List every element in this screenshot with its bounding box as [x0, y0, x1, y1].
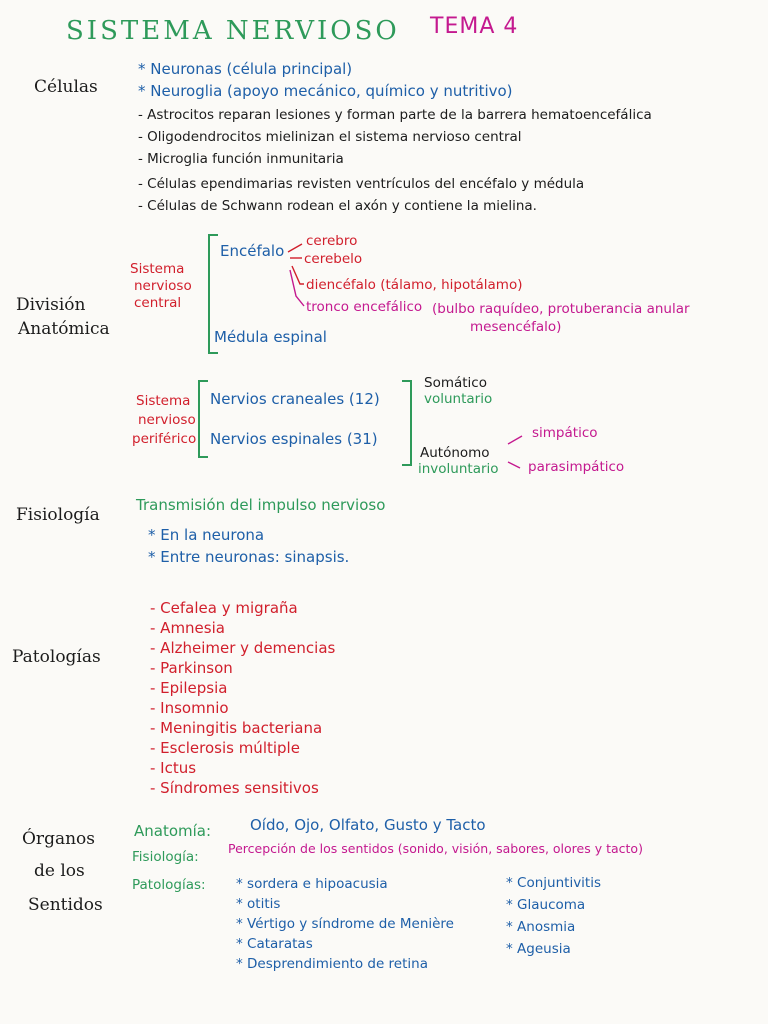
snc-label-2: nervioso	[134, 278, 192, 294]
list-item: - Amnesia	[150, 619, 225, 637]
section-heading-organos-2: de los	[34, 861, 85, 881]
list-item: * Desprendimiento de retina	[236, 956, 428, 972]
snp-bracket-left	[198, 380, 208, 458]
snp-label-1: Sistema	[136, 393, 191, 409]
snp-label-2: nervioso	[138, 412, 196, 428]
list-item: - Astrocitos reparan lesiones y forman parte de la barrera hematoencefálica	[138, 107, 652, 123]
section-heading-division-1: División	[16, 295, 86, 315]
list-item: * otitis	[236, 896, 281, 912]
snc-label-1: Sistema	[130, 261, 185, 277]
list-item: * Vértigo y síndrome de Menière	[236, 916, 454, 932]
snc-label-3: central	[134, 295, 182, 311]
list-item: - Cefalea y migraña	[150, 599, 298, 617]
list-item: * Ageusia	[506, 941, 571, 957]
list-item: - Células ependimarias revisten ventrículos del encéfalo y médula	[138, 176, 585, 192]
section-heading-fisiologia: Fisiología	[16, 505, 100, 525]
nervios-craneales: Nervios craneales (12)	[210, 390, 380, 408]
voluntario-label: voluntario	[424, 391, 493, 407]
list-item: * Conjuntivitis	[506, 875, 602, 891]
list-item: * Neuronas (célula principal)	[138, 60, 353, 78]
section-heading-organos-3: Sentidos	[28, 895, 103, 915]
tronco-detail-2: mesencéfalo)	[470, 319, 562, 335]
organos-patologias-list-left	[236, 874, 454, 974]
celulas-list	[138, 58, 652, 217]
list-item: - Meningitis bacteriana	[150, 719, 323, 737]
organos-fisiologia-label: Fisiología:	[132, 849, 199, 865]
fisiologia-title: Transmisión del impulso nervioso	[136, 496, 386, 514]
cerebro-label: cerebro	[306, 233, 358, 249]
list-item: * Entre neuronas: sinapsis.	[148, 548, 350, 566]
list-item: - Epilepsia	[150, 679, 228, 697]
snp-label-3: periférico	[132, 431, 197, 447]
list-item: - Alzheimer y demencias	[150, 639, 336, 657]
list-item: * Neuroglia (apoyo mecánico, químico y nutritivo)	[138, 82, 513, 100]
parasimpatico-label: parasimpático	[528, 459, 625, 475]
organos-patologias-label: Patologías:	[132, 877, 206, 893]
page-title: SISTEMA NERVIOSO	[66, 16, 400, 46]
snp-bracket-right	[402, 380, 412, 466]
list-item: - Oligodendrocitos mielinizan el sistema nervioso central	[138, 129, 522, 145]
list-item: * En la neurona	[148, 526, 265, 544]
list-item: * sordera e hipoacusia	[236, 876, 388, 892]
medula-label: Médula espinal	[214, 328, 327, 346]
list-item: * Glaucoma	[506, 897, 586, 913]
autonomo-label: Autónomo	[420, 445, 490, 461]
organos-patologias-list-right	[506, 872, 601, 960]
organos-anatomia-value: Oído, Ojo, Olfato, Gusto y Tacto	[250, 816, 486, 834]
tronco-detail-1: (bulbo raquídeo, protuberancia anular	[432, 301, 690, 317]
list-item: - Esclerosis múltiple	[150, 739, 300, 757]
somatico-label: Somático	[424, 375, 487, 391]
list-item: - Microglia función inmunitaria	[138, 151, 344, 167]
section-heading-organos-1: Órganos	[22, 829, 95, 849]
simpatico-label: simpático	[532, 425, 598, 441]
involuntario-label: involuntario	[418, 461, 499, 477]
section-heading-celulas: Células	[34, 77, 98, 97]
organos-fisiologia-value: Percepción de los sentidos (sonido, visión, sabores, olores y tacto)	[228, 841, 643, 856]
list-item: - Ictus	[150, 759, 197, 777]
list-item: - Parkinson	[150, 659, 233, 677]
list-item: - Síndromes sensitivos	[150, 779, 319, 797]
fisiologia-list	[148, 524, 349, 568]
list-item: * Cataratas	[236, 936, 313, 952]
patologias-list	[150, 598, 335, 798]
list-item: - Insomnio	[150, 699, 229, 717]
encefalo-label: Encéfalo	[220, 242, 285, 260]
section-heading-patologias: Patologías	[12, 647, 101, 667]
tronco-label: tronco encefálico	[306, 299, 423, 315]
section-heading-division-2: Anatómica	[18, 319, 110, 339]
organos-anatomia-label: Anatomía:	[134, 822, 212, 840]
list-item: * Anosmia	[506, 919, 576, 935]
nervios-espinales: Nervios espinales (31)	[210, 430, 378, 448]
list-item: - Células de Schwann rodean el axón y contiene la mielina.	[138, 198, 537, 214]
tema-label: TEMA 4	[430, 14, 519, 39]
diencefalo-label: diencéfalo (tálamo, hipotálamo)	[306, 277, 523, 293]
cerebelo-label: cerebelo	[304, 251, 363, 267]
